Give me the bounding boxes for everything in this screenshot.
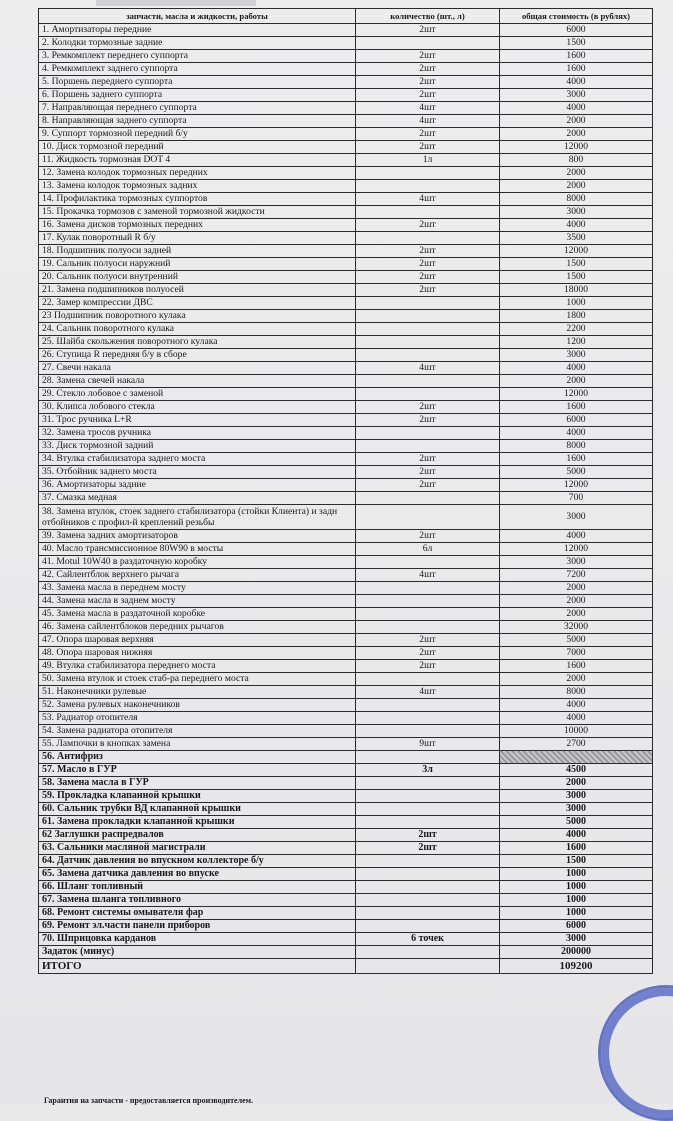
- table-row: [39, 829, 653, 842]
- table-row: [39, 50, 653, 63]
- row-qty: 2шт: [356, 245, 500, 258]
- row-cost: 3000: [500, 505, 653, 530]
- row-cost: 700: [500, 492, 653, 505]
- table-row: [39, 128, 653, 141]
- total-label: ИТОГО: [39, 959, 356, 974]
- row-cost: 200000: [500, 946, 653, 959]
- table-row: [39, 102, 653, 115]
- table-row: [39, 907, 653, 920]
- row-qty: [356, 232, 500, 245]
- row-cost: 2000: [500, 180, 653, 193]
- table-row: [39, 219, 653, 232]
- row-qty: [356, 790, 500, 803]
- table-row: [39, 89, 653, 102]
- row-cost: 6000: [500, 920, 653, 933]
- row-name: Задаток (минус): [39, 946, 356, 959]
- table-row: [39, 167, 653, 180]
- table-row: [39, 505, 653, 530]
- table-row: [39, 933, 653, 946]
- row-qty: 2шт: [356, 141, 500, 154]
- table-row: [39, 530, 653, 543]
- row-name: 60. Сальник трубки ВД клапанной крышки: [39, 803, 356, 816]
- row-name: 39. Замена задних амортизаторов: [39, 530, 356, 543]
- table-row: [39, 686, 653, 699]
- row-name: 59. Прокладка клапанной крышки: [39, 790, 356, 803]
- row-name: 44. Замена масла в заднем мосту: [39, 595, 356, 608]
- row-name: 48. Опора шаровая нижняя: [39, 647, 356, 660]
- row-cost: 5000: [500, 466, 653, 479]
- row-cost: 6000: [500, 24, 653, 37]
- row-cost: 800: [500, 154, 653, 167]
- row-qty: 2шт: [356, 842, 500, 855]
- row-cost: 1600: [500, 50, 653, 63]
- row-qty: [356, 556, 500, 569]
- table-row: [39, 154, 653, 167]
- row-name: 8. Направляющая заднего суппорта: [39, 115, 356, 128]
- table-row: [39, 388, 653, 401]
- row-cost: 4000: [500, 699, 653, 712]
- row-cost: 7000: [500, 647, 653, 660]
- table-row: [39, 414, 653, 427]
- row-name: 24. Сальник поворотного кулака: [39, 323, 356, 336]
- table-row: [39, 803, 653, 816]
- row-name: 41. Motul 10W40 в раздаточную коробку: [39, 556, 356, 569]
- row-name: 19. Сальник полуоси наружний: [39, 258, 356, 271]
- row-name: 27. Свечи накала: [39, 362, 356, 375]
- row-name: 38. Замена втулок, стоек заднего стабилизатора (стойки Клиента) и задн отбойников с профил-й креплений резьбы: [39, 505, 356, 530]
- row-cost: 4000: [500, 102, 653, 115]
- row-qty: 2шт: [356, 76, 500, 89]
- row-qty: 2шт: [356, 24, 500, 37]
- row-qty: 2шт: [356, 829, 500, 842]
- table-row: [39, 349, 653, 362]
- row-name: 51. Наконечники рулевые: [39, 686, 356, 699]
- row-cost: 2700: [500, 738, 653, 751]
- table-row: [39, 647, 653, 660]
- row-cost: 8000: [500, 440, 653, 453]
- row-cost: 2000: [500, 777, 653, 790]
- warranty-note: Гарантия на запчасти - предоставляется производителем.: [44, 1096, 254, 1105]
- row-cost: 12000: [500, 245, 653, 258]
- row-cost: 1000: [500, 907, 653, 920]
- row-cost: 1000: [500, 297, 653, 310]
- row-qty: [356, 920, 500, 933]
- row-name: 68. Ремонт системы омывателя фар: [39, 907, 356, 920]
- row-name: 35. Отбойник заднего моста: [39, 466, 356, 479]
- row-qty: [356, 673, 500, 686]
- table-row: [39, 24, 653, 37]
- row-name: 6. Поршень заднего суппорта: [39, 89, 356, 102]
- row-qty: [356, 621, 500, 634]
- row-qty: [356, 427, 500, 440]
- table-row: [39, 453, 653, 466]
- table-row: [39, 881, 653, 894]
- table-row: [39, 206, 653, 219]
- row-name: 30. Клипса лобового стекла: [39, 401, 356, 414]
- row-cost: 1600: [500, 63, 653, 76]
- row-cost: 3000: [500, 790, 653, 803]
- row-qty: [356, 803, 500, 816]
- row-qty: [356, 582, 500, 595]
- table-row: [39, 699, 653, 712]
- table-row: [39, 608, 653, 621]
- row-qty: [356, 440, 500, 453]
- row-name: 10. Диск тормозной передний: [39, 141, 356, 154]
- table-row: [39, 427, 653, 440]
- row-name: 34. Втулка стабилизатора заднего моста: [39, 453, 356, 466]
- row-qty: 2шт: [356, 50, 500, 63]
- row-name: 37. Смазка медная: [39, 492, 356, 505]
- row-qty: 2шт: [356, 530, 500, 543]
- row-qty: [356, 167, 500, 180]
- row-cost: 10000: [500, 725, 653, 738]
- row-name: 22. Замер компрессии ДВС: [39, 297, 356, 310]
- row-name: 70. Шприцовка карданов: [39, 933, 356, 946]
- row-name: 61. Замена прокладки клапанной крышки: [39, 816, 356, 829]
- row-qty: [356, 608, 500, 621]
- row-qty: 1л: [356, 154, 500, 167]
- row-name: 57. Масло в ГУР: [39, 764, 356, 777]
- row-name: 55. Лампочки в кнопках замена: [39, 738, 356, 751]
- row-name: 52. Замена рулевых наконечников: [39, 699, 356, 712]
- row-qty: 2шт: [356, 466, 500, 479]
- table-row: [39, 569, 653, 582]
- row-cost: 1000: [500, 894, 653, 907]
- row-name: 25. Шайба скольжения поворотного кулака: [39, 336, 356, 349]
- row-qty: 2шт: [356, 401, 500, 414]
- row-cost: 32000: [500, 621, 653, 634]
- row-cost: 3500: [500, 232, 653, 245]
- row-qty: 2шт: [356, 660, 500, 673]
- row-qty: [356, 894, 500, 907]
- row-qty: [356, 712, 500, 725]
- row-name: 29. Стекло лобовое с заменой: [39, 388, 356, 401]
- row-cost: 1800: [500, 310, 653, 323]
- row-cost: 8000: [500, 686, 653, 699]
- row-name: 14. Профилактика тормозных суппортов: [39, 193, 356, 206]
- row-name: 9. Суппорт тормозной передний б/у: [39, 128, 356, 141]
- row-cost: 1000: [500, 868, 653, 881]
- table-row: [39, 492, 653, 505]
- row-qty: 4шт: [356, 686, 500, 699]
- row-cost: 1600: [500, 842, 653, 855]
- row-qty: [356, 777, 500, 790]
- row-qty: 6 точек: [356, 933, 500, 946]
- header-qty: количество (шт., л): [356, 9, 500, 24]
- table-row: [39, 816, 653, 829]
- table-row: [39, 556, 653, 569]
- table-row: [39, 842, 653, 855]
- row-name: 17. Кулак поворотный R б/у: [39, 232, 356, 245]
- table-row: [39, 725, 653, 738]
- row-name: 53. Радиатор отопителя: [39, 712, 356, 725]
- row-name: 2. Колодки тормозные задние: [39, 37, 356, 50]
- row-qty: [356, 180, 500, 193]
- row-name: 1. Амортизаторы передние: [39, 24, 356, 37]
- row-cost: 3000: [500, 349, 653, 362]
- row-cost: [500, 751, 653, 764]
- table-row: [39, 115, 653, 128]
- row-name: 26. Ступица R передняя б/у в сборе: [39, 349, 356, 362]
- price-table: [38, 8, 653, 974]
- table-row: [39, 180, 653, 193]
- row-qty: [356, 349, 500, 362]
- row-qty: [356, 336, 500, 349]
- row-qty: 6л: [356, 543, 500, 556]
- row-name: 42. Сайлентблок верхнего рычага: [39, 569, 356, 582]
- row-cost: 1500: [500, 37, 653, 50]
- row-name: 33. Диск тормозной задний: [39, 440, 356, 453]
- row-qty: [356, 725, 500, 738]
- row-name: 67. Замена шланга топливного: [39, 894, 356, 907]
- row-qty: [356, 375, 500, 388]
- row-cost: 2200: [500, 323, 653, 336]
- row-qty: 2шт: [356, 63, 500, 76]
- row-name: 58. Замена масла в ГУР: [39, 777, 356, 790]
- row-cost: 2000: [500, 595, 653, 608]
- row-qty: [356, 699, 500, 712]
- row-name: 47. Опора шаровая верхняя: [39, 634, 356, 647]
- table-row: [39, 245, 653, 258]
- row-name: 36. Амортизаторы задние: [39, 479, 356, 492]
- row-cost: 3000: [500, 206, 653, 219]
- row-name: 43. Замена масла в переднем мосту: [39, 582, 356, 595]
- table-row: [39, 336, 653, 349]
- row-qty: [356, 751, 500, 764]
- row-name: 13. Замена колодок тормозных задних: [39, 180, 356, 193]
- row-name: 46. Замена сайлентблоков передних рычагов: [39, 621, 356, 634]
- row-cost: 1600: [500, 453, 653, 466]
- row-qty: 2шт: [356, 258, 500, 271]
- table-row: [39, 362, 653, 375]
- table-row: [39, 920, 653, 933]
- row-name: 50. Замена втулок и стоек стаб-ра переднего моста: [39, 673, 356, 686]
- table-row: [39, 764, 653, 777]
- row-name: 12. Замена колодок тормозных передних: [39, 167, 356, 180]
- row-qty: [356, 868, 500, 881]
- row-cost: 2000: [500, 115, 653, 128]
- table-row: [39, 894, 653, 907]
- row-qty: [356, 388, 500, 401]
- row-qty: [356, 816, 500, 829]
- table-row: [39, 63, 653, 76]
- table-row: [39, 790, 653, 803]
- row-cost: 7200: [500, 569, 653, 582]
- row-qty: [356, 206, 500, 219]
- total-qty: [356, 959, 500, 974]
- row-cost: 1000: [500, 881, 653, 894]
- row-qty: 4шт: [356, 362, 500, 375]
- row-name: 63. Сальники масляной магистрали: [39, 842, 356, 855]
- table-row: [39, 543, 653, 556]
- row-name: 20. Сальник полуоси внутренний: [39, 271, 356, 284]
- row-name: 3. Ремкомплект переднего суппорта: [39, 50, 356, 63]
- row-cost: 1500: [500, 258, 653, 271]
- header-cost: общая стоимость (в рублях): [500, 9, 653, 24]
- row-cost: 8000: [500, 193, 653, 206]
- row-qty: 4шт: [356, 569, 500, 582]
- row-cost: 4000: [500, 530, 653, 543]
- row-qty: 4шт: [356, 102, 500, 115]
- row-cost: 1600: [500, 660, 653, 673]
- row-qty: [356, 37, 500, 50]
- table-row: [39, 440, 653, 453]
- table-row: [39, 660, 653, 673]
- table-row: [39, 193, 653, 206]
- row-qty: 3л: [356, 764, 500, 777]
- table-row: [39, 621, 653, 634]
- table-row: [39, 258, 653, 271]
- table-row: [39, 466, 653, 479]
- row-cost: 1500: [500, 271, 653, 284]
- table-row: [39, 375, 653, 388]
- table-row: [39, 946, 653, 959]
- row-cost: 2000: [500, 167, 653, 180]
- table-row: [39, 284, 653, 297]
- row-qty: [356, 310, 500, 323]
- row-name: 62 Заглушки распредвалов: [39, 829, 356, 842]
- table-row: [39, 232, 653, 245]
- row-qty: [356, 946, 500, 959]
- row-cost: 4000: [500, 362, 653, 375]
- table-row: [39, 777, 653, 790]
- row-qty: [356, 855, 500, 868]
- row-cost: 12000: [500, 479, 653, 492]
- table-row: [39, 323, 653, 336]
- table-row: [39, 479, 653, 492]
- table-row: [39, 76, 653, 89]
- table-row: [39, 401, 653, 414]
- row-name: 66. Шланг топливный: [39, 881, 356, 894]
- row-cost: 3000: [500, 933, 653, 946]
- row-cost: 4500: [500, 764, 653, 777]
- row-name: 45. Замена масла в раздаточной коробке: [39, 608, 356, 621]
- row-qty: 2шт: [356, 89, 500, 102]
- row-name: 23 Подшипник поворотного кулака: [39, 310, 356, 323]
- row-cost: 3000: [500, 556, 653, 569]
- row-cost: 2000: [500, 128, 653, 141]
- row-cost: 12000: [500, 388, 653, 401]
- row-name: 5. Поршень переднего суппорта: [39, 76, 356, 89]
- row-name: 28. Замена свечей накала: [39, 375, 356, 388]
- table-row: [39, 673, 653, 686]
- row-cost: 5000: [500, 816, 653, 829]
- row-qty: [356, 595, 500, 608]
- row-qty: 9шт: [356, 738, 500, 751]
- table-row: [39, 297, 653, 310]
- table-row: [39, 310, 653, 323]
- total-row: [39, 959, 653, 974]
- row-qty: 2шт: [356, 128, 500, 141]
- table-row: [39, 712, 653, 725]
- table-body: [39, 24, 653, 959]
- row-name: 7. Направляющая переднего суппорта: [39, 102, 356, 115]
- row-name: 65. Замена датчика давления во впуске: [39, 868, 356, 881]
- row-name: 15. Прокачка тормозов с заменой тормозной жидкости: [39, 206, 356, 219]
- row-qty: 2шт: [356, 634, 500, 647]
- row-cost: 4000: [500, 427, 653, 440]
- row-qty: 4шт: [356, 115, 500, 128]
- table-row: [39, 37, 653, 50]
- row-cost: 4000: [500, 219, 653, 232]
- row-name: 18. Подшипник полуоси задней: [39, 245, 356, 258]
- row-cost: 5000: [500, 634, 653, 647]
- row-qty: 2шт: [356, 219, 500, 232]
- row-cost: 12000: [500, 141, 653, 154]
- row-name: 40. Масло трансмиссионное 80W90 в мосты: [39, 543, 356, 556]
- row-name: 16. Замена дисков тормозных передних: [39, 219, 356, 232]
- row-qty: 2шт: [356, 647, 500, 660]
- row-name: 56. Антифриз: [39, 751, 356, 764]
- row-qty: [356, 505, 500, 530]
- header-name: запчасти, масла и жидкости, работы: [39, 9, 356, 24]
- row-qty: 2шт: [356, 284, 500, 297]
- row-name: 4. Ремкомплект заднего суппорта: [39, 63, 356, 76]
- row-cost: 4000: [500, 712, 653, 725]
- row-cost: 1500: [500, 855, 653, 868]
- row-name: 64. Датчик давления во впускном коллекторе б/у: [39, 855, 356, 868]
- row-qty: 2шт: [356, 479, 500, 492]
- cut-off-header-strip: [96, 0, 256, 6]
- table-row: [39, 751, 653, 764]
- row-cost: 6000: [500, 414, 653, 427]
- row-cost: 2000: [500, 608, 653, 621]
- table-row: [39, 595, 653, 608]
- row-cost: 12000: [500, 543, 653, 556]
- row-name: 31. Трос ручника L+R: [39, 414, 356, 427]
- row-cost: 4000: [500, 76, 653, 89]
- row-name: 69. Ремонт эл.части панели приборов: [39, 920, 356, 933]
- row-qty: 2шт: [356, 271, 500, 284]
- row-cost: 1200: [500, 336, 653, 349]
- table-row: [39, 868, 653, 881]
- row-name: 21. Замена подшипников полуосей: [39, 284, 356, 297]
- row-cost: 1600: [500, 401, 653, 414]
- row-qty: [356, 907, 500, 920]
- row-cost: 2000: [500, 375, 653, 388]
- row-qty: 4шт: [356, 193, 500, 206]
- table-row: [39, 855, 653, 868]
- row-cost: 3000: [500, 803, 653, 816]
- table-row: [39, 271, 653, 284]
- table-row: [39, 738, 653, 751]
- row-cost: 4000: [500, 829, 653, 842]
- row-name: 49. Втулка стабилизатора переднего моста: [39, 660, 356, 673]
- row-qty: [356, 492, 500, 505]
- row-cost: 18000: [500, 284, 653, 297]
- row-qty: [356, 881, 500, 894]
- table-row: [39, 582, 653, 595]
- row-qty: 2шт: [356, 414, 500, 427]
- row-cost: 2000: [500, 673, 653, 686]
- table-header-row: [39, 9, 653, 24]
- row-qty: 2шт: [356, 453, 500, 466]
- row-qty: [356, 323, 500, 336]
- row-cost: 3000: [500, 89, 653, 102]
- table-row: [39, 634, 653, 647]
- row-qty: [356, 297, 500, 310]
- row-name: 32. Замена тросов ручника: [39, 427, 356, 440]
- table-row: [39, 141, 653, 154]
- row-cost: 2000: [500, 582, 653, 595]
- row-name: 11. Жидкость тормозная DOT 4: [39, 154, 356, 167]
- row-name: 54. Замена радиатора отопителя: [39, 725, 356, 738]
- total-cost: 109200: [500, 959, 653, 974]
